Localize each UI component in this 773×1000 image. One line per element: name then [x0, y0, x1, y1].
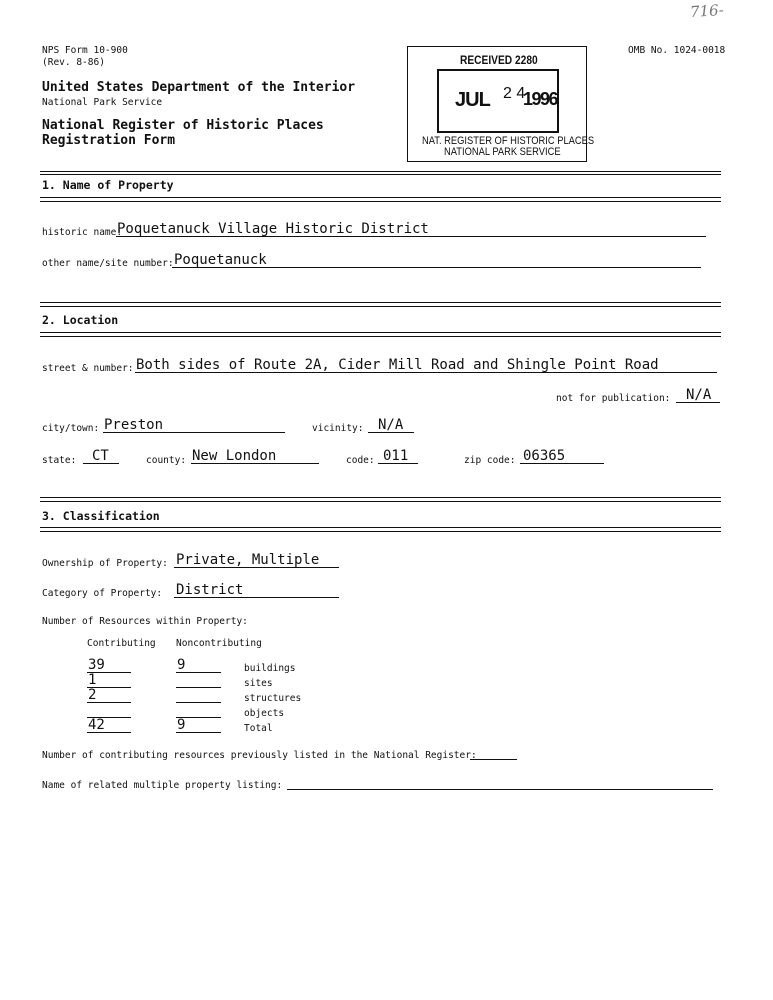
- city-value: Preston: [104, 417, 164, 433]
- not-for-publication-label: not for publication:: [556, 393, 671, 404]
- stamp-date-year: 1996: [523, 89, 558, 109]
- form-title-line2: Registration Form: [42, 133, 176, 148]
- underline: [191, 463, 319, 464]
- divider: [40, 497, 721, 498]
- underline: [103, 432, 285, 433]
- county-value: New London: [192, 448, 277, 464]
- divider: [40, 302, 721, 303]
- previously-listed-label: Number of contributing resources previously listed in the National Register:: [42, 750, 477, 761]
- divider: [40, 501, 721, 502]
- category-label: Category of Property:: [42, 588, 163, 599]
- underline: [470, 759, 517, 760]
- underline: [172, 267, 701, 268]
- divider: [40, 174, 721, 175]
- divider: [40, 171, 721, 172]
- city-label: city/town:: [42, 423, 100, 434]
- multiple-listing-label: Name of related multiple property listing:: [42, 780, 283, 791]
- form-number: NPS Form 10-900: [42, 45, 128, 56]
- state-label: state:: [42, 455, 77, 466]
- contributing-header: Contributing: [87, 638, 156, 649]
- street-label: street & number:: [42, 363, 134, 374]
- divider: [40, 306, 721, 307]
- underline: [87, 702, 131, 703]
- divider: [40, 197, 721, 198]
- stamp-date-box: [437, 69, 559, 133]
- street-value: Both sides of Route 2A, Cider Mill Road and Shingle Point Road: [136, 357, 659, 373]
- omb-number: OMB No. 1024-0018: [628, 45, 726, 56]
- department-title: United States Department of the Interior: [42, 80, 356, 95]
- ownership-label: Ownership of Property:: [42, 558, 168, 569]
- county-label: county:: [146, 455, 187, 466]
- stamp-date-month: JUL: [455, 89, 490, 111]
- section3-heading: 3. Classification: [42, 509, 160, 523]
- handwritten-note: 716-: [689, 0, 725, 22]
- vicinity-value: N/A: [378, 417, 404, 433]
- resource-type: sites: [244, 678, 273, 689]
- ownership-value: Private, Multiple: [176, 552, 320, 568]
- historic-name-label: historic name:: [42, 227, 123, 238]
- vicinity-label: vicinity:: [312, 423, 364, 434]
- service-name: National Park Service: [42, 97, 163, 108]
- divider: [40, 531, 721, 532]
- underline: [135, 372, 717, 373]
- underline: [520, 463, 604, 464]
- zip-label: zip code:: [464, 455, 516, 466]
- underline: [287, 789, 713, 790]
- zip-value: 06365: [523, 448, 566, 464]
- section2-heading: 2. Location: [42, 313, 119, 327]
- resources-label: Number of Resources within Property:: [42, 616, 248, 627]
- resource-type: objects: [244, 708, 285, 719]
- contributing-count: 1: [88, 672, 97, 688]
- stamp-line1: NAT. REGISTER OF HISTORIC PLACES: [422, 135, 595, 147]
- stamp-date-day: 2 4: [503, 85, 526, 102]
- contributing-count: 42: [88, 717, 105, 733]
- divider: [40, 201, 721, 202]
- underline: [378, 463, 418, 464]
- noncontributing-header: Noncontributing: [176, 638, 262, 649]
- state-value: CT: [92, 448, 109, 464]
- underline: [176, 702, 221, 703]
- not-for-publication-value: N/A: [686, 387, 712, 403]
- noncontributing-count: 9: [177, 717, 186, 733]
- resource-type: buildings: [244, 663, 296, 674]
- underline: [176, 672, 221, 673]
- other-name-label: other name/site number:: [42, 258, 174, 269]
- code-value: 011: [383, 448, 409, 464]
- stamp-received: RECEIVED 2280: [460, 53, 538, 67]
- underline: [676, 402, 720, 403]
- underline: [87, 732, 131, 733]
- divider: [40, 336, 721, 337]
- section1-heading: 1. Name of Property: [42, 178, 174, 192]
- resource-type: Total: [244, 723, 273, 734]
- underline: [83, 463, 119, 464]
- resource-type: structures: [244, 693, 302, 704]
- other-name-value: Poquetanuck: [174, 252, 267, 268]
- code-label: code:: [346, 455, 375, 466]
- underline: [116, 236, 706, 237]
- noncontributing-count: 9: [177, 657, 186, 673]
- divider: [40, 527, 721, 528]
- underline: [174, 567, 339, 568]
- contributing-count: 39: [88, 657, 105, 673]
- underline: [368, 432, 414, 433]
- received-stamp: [407, 46, 595, 162]
- divider: [40, 332, 721, 333]
- category-value: District: [176, 582, 244, 598]
- form-title-line1: National Register of Historic Places: [42, 118, 324, 133]
- form-revision: (Rev. 8-86): [42, 57, 105, 68]
- underline: [176, 687, 221, 688]
- underline: [176, 732, 221, 733]
- stamp-line2: NATIONAL PARK SERVICE: [444, 146, 561, 158]
- historic-name-value: Poquetanuck Village Historic District: [117, 221, 429, 237]
- underline: [174, 597, 339, 598]
- contributing-count: 2: [88, 687, 97, 703]
